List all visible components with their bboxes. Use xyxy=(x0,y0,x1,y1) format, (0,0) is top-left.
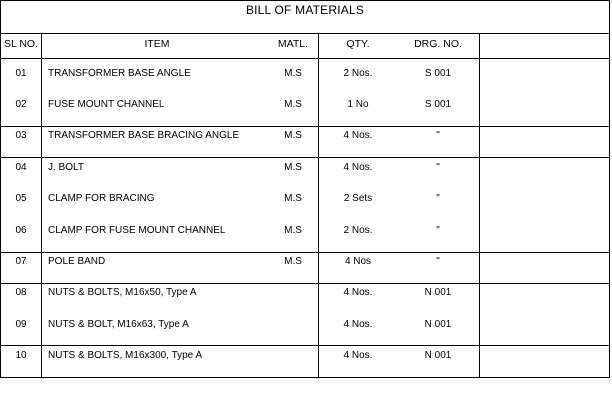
rule-after-row-07 xyxy=(0,283,610,284)
row-05-matl: M.S xyxy=(284,193,302,204)
table-title: BILL OF MATERIALS xyxy=(245,3,365,17)
rule-left xyxy=(0,0,1,378)
row-02-sl: 02 xyxy=(15,99,27,110)
rule-right xyxy=(609,0,610,378)
row-09-drg: N 001 xyxy=(424,319,452,330)
row-02-matl: M.S xyxy=(284,99,302,110)
row-06-sl: 06 xyxy=(15,225,27,236)
row-08-drg: N 001 xyxy=(424,287,452,298)
rule-header-bottom xyxy=(0,58,610,59)
row-09-sl: 09 xyxy=(15,319,27,330)
row-08-qty: 4 Nos. xyxy=(343,287,373,298)
row-05-sl: 05 xyxy=(15,193,27,204)
row-06-matl: M.S xyxy=(284,225,302,236)
rule-after-row-09 xyxy=(0,345,610,346)
header-sl-no: SL NO. xyxy=(3,38,39,50)
row-07-qty: 4 Nos xyxy=(344,256,372,267)
rule-col-drg xyxy=(479,33,480,378)
row-07-sl: 07 xyxy=(15,256,27,267)
row-05-qty: 2 Sets xyxy=(343,193,373,204)
row-05-drg: " xyxy=(436,193,440,204)
row-10-item: NUTS & BOLTS, M16x300, Type A xyxy=(48,350,203,361)
row-03-item: TRANSFORMER BASE BRACING ANGLE xyxy=(48,130,240,141)
header-qty: QTY. xyxy=(346,38,370,50)
row-07-matl: M.S xyxy=(284,256,302,267)
header-item: ITEM xyxy=(144,38,170,50)
row-02-qty: 1 No xyxy=(347,99,369,110)
row-10-sl: 10 xyxy=(15,350,27,361)
row-06-qty: 2 Nos. xyxy=(343,225,373,236)
rule-col-sl xyxy=(41,33,42,378)
row-04-item: J. BOLT xyxy=(48,162,84,173)
row-04-qty: 4 Nos. xyxy=(343,162,373,173)
row-01-drg: S 001 xyxy=(424,68,452,79)
row-02-drg: S 001 xyxy=(424,99,452,110)
row-08-item: NUTS & BOLTS, M16x50, Type A xyxy=(48,287,197,298)
header-drg-no: DRG. NO. xyxy=(414,38,462,50)
row-10-drg: N 001 xyxy=(424,350,452,361)
row-07-drg: " xyxy=(436,256,440,267)
row-01-qty: 2 Nos. xyxy=(343,68,373,79)
rule-after-row-06 xyxy=(0,252,610,253)
row-02-item: FUSE MOUNT CHANNEL xyxy=(48,99,165,110)
header-matl: MATL. xyxy=(277,38,309,50)
rule-after-row-02 xyxy=(0,126,610,127)
row-03-matl: M.S xyxy=(284,130,302,141)
row-03-drg: " xyxy=(436,130,440,141)
row-05-item: CLAMP FOR BRACING xyxy=(48,193,155,204)
row-04-matl: M.S xyxy=(284,162,302,173)
row-07-item: POLE BAND xyxy=(48,256,106,267)
rule-after-row-03 xyxy=(0,157,610,158)
row-03-sl: 03 xyxy=(15,130,27,141)
rule-title-bottom xyxy=(0,33,610,34)
row-09-qty: 4 Nos. xyxy=(343,319,373,330)
row-06-item: CLAMP FOR FUSE MOUNT CHANNEL xyxy=(48,225,226,236)
row-03-qty: 4 Nos. xyxy=(343,130,373,141)
row-10-qty: 4 Nos. xyxy=(343,350,373,361)
row-06-drg: " xyxy=(436,225,440,236)
row-04-sl: 04 xyxy=(15,162,27,173)
rule-col-item xyxy=(318,33,319,378)
row-08-sl: 08 xyxy=(15,287,27,298)
row-01-item: TRANSFORMER BASE ANGLE xyxy=(48,68,191,79)
row-01-sl: 01 xyxy=(15,68,27,79)
row-01-matl: M.S xyxy=(284,68,302,79)
rule-top xyxy=(0,0,610,1)
rule-bottom xyxy=(0,377,610,378)
row-04-drg: " xyxy=(436,162,440,173)
row-09-item: NUTS & BOLT, M16x63, Type A xyxy=(48,319,189,330)
